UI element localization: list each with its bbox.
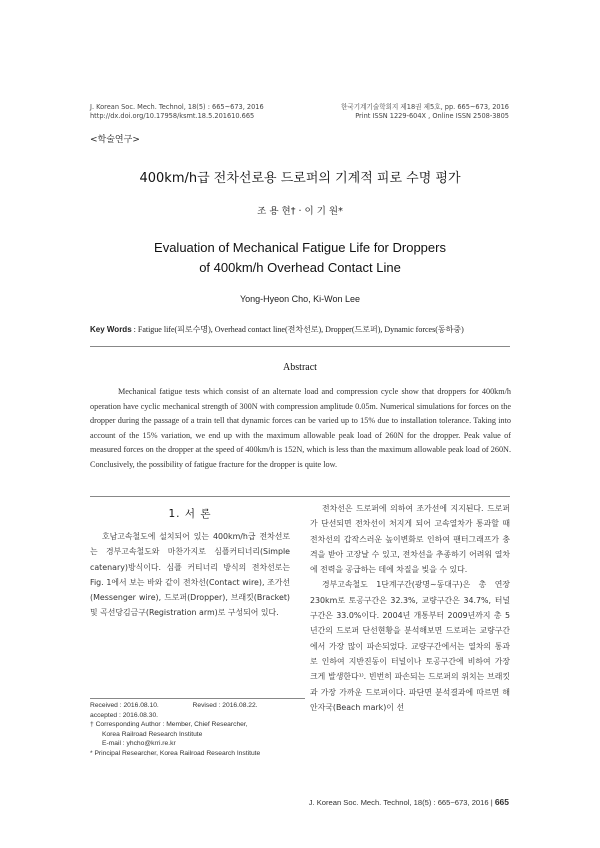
journal-citation: J. Korean Soc. Mech. Technol, 18(5) : 665~673, 2016	[90, 103, 264, 111]
footnotes	[90, 701, 305, 759]
abstract-heading: Abstract	[283, 362, 317, 373]
title-english	[0, 238, 600, 278]
principal-researcher: * Principal Researcher, Korea Railroad Research Institute	[90, 749, 261, 757]
keywords-label: Key Words	[90, 325, 132, 334]
authors-english: Yong-Hyeon Cho, Ki-Won Lee	[239, 294, 361, 304]
title-english-line-1: Evaluation of Mechanical Fatigue Life for Droppers	[154, 240, 446, 255]
intro-column-right	[310, 501, 510, 715]
intro-paragraph: 전차선은 드로퍼에 의하여 조가선에 지지된다. 드로퍼가 단선되면 전차선이 처지게 되어 고속열차가 통과할 때 전차선의 갑작스러운 높이변화로 인하여 팬터그래프가 충격을 받아 고장날 수 있고, 전차선을 추종하기 어려워 열차에 전력을 공급하는 데에 차질을 빚을 수 있다.	[310, 504, 510, 575]
footer-citation: J. Korean Soc. Mech. Technol, 18(5) : 665~673, 2016	[308, 798, 489, 807]
footer-separator: |	[490, 798, 495, 807]
page-footer	[309, 797, 509, 807]
authors-korean: 조 용 현† · 이 기 원*	[257, 206, 343, 217]
doi-link[interactable]: http://dx.doi.org/10.17958/ksmt.18.5.201610.665	[90, 111, 255, 120]
received-date: Received : 2016.08.10.	[90, 702, 159, 709]
journal-citation-korean: 한국기계기술학회지 제18권 제5호, pp. 665~673, 2016	[340, 103, 509, 111]
revised-date: Revised : 2016.08.22.	[192, 702, 258, 709]
page-number: 665	[494, 797, 509, 807]
corresponding-author: † Corresponding Author : Member, Chief Researcher,	[90, 721, 248, 729]
keywords-text: : Fatigue life(피로수명), Overhead contact line(전차선로), Dropper(드로퍼), Dynamic forces(동하중)	[131, 325, 464, 334]
journal-header-left	[90, 103, 264, 120]
journal-header-right	[341, 103, 509, 120]
divider-top	[90, 346, 510, 347]
article-category: <학술연구>	[90, 135, 140, 145]
accepted-date: accepted : 2016.08.30.	[90, 711, 159, 719]
issn-info: Print ISSN 1229-604X , Online ISSN 2508-3805	[355, 111, 509, 120]
intro-paragraph: 경부고속철도 1단계구간(광명~동대구)은 총 연장 230km로 토공구간은 32.3%, 교량구간은 34.7%, 터널구간은 33.0%이다. 2004년 개통부터 2009년까지 총 5년간의 드로퍼 단선현황을 분석해보면 드로퍼는 교량구간에서 가장 많이 파손되었다. 교량구간에서는 열차의 통과로 인하여 지반진동이 터널이나 토공구간에 비하여 가장 크게 발생한다¹⁾. 빈번히 파손되는 드로퍼의 위치는 브래킷과 가장 가까운 드로퍼이다. 파단면 분석결과에 따르면 해안자국(Beach mark)이 선	[310, 580, 510, 712]
divider-bottom	[90, 496, 510, 497]
footnote-divider	[90, 698, 305, 699]
corresponding-email[interactable]: E-mail : yhcho@krri.re.kr	[102, 740, 176, 748]
keywords	[90, 324, 464, 335]
title-korean: 400km/h급 전차선로용 드로퍼의 기계적 피로 수명 평가	[139, 171, 461, 186]
intro-paragraph: 호남고속철도에 설치되어 있는 400km/h급 전차선로는 경부고속철도와 마찬가지로 심플커티너리(Simple catenary)방식이다. 심플 커티너리 방식의 전차선로는 Fig. 1에서 보는 바와 같이 전차선(Contact wire), 조가선(Messenger wire), 드로퍼(Dropper), 브래킷(Bracket) 및 곡선당김금구(Registration arm)로 구성되어 있다.	[90, 532, 290, 618]
section-heading-introduction: 1. 서 론	[168, 508, 212, 520]
title-english-line-2: of 400km/h Overhead Contact Line	[199, 260, 401, 275]
abstract-body: Mechanical fatigue tests which consist of an alternate load and compression cycle show that droppers for 400km/h operation have cyclic mechanical strength of 300N with compression amplitude 0.05m. Numerical simulations for forces on the dropper during the passage of a train tell that dynamic forces can be varied up to 15% due to installation tolerance. Taking into account of the 15% variation, we end up with the maximum allowable peak load of 260N for the dropper. Peak value of measured forces on the dropper at the speed of 400km/h is 152N, which is less than the maximum allowable peak load of 260N. Conclusively, the possibility of fatigue fracture for the dropper is quite low.	[90, 387, 511, 469]
intro-column-left	[90, 529, 290, 621]
corresponding-affiliation: Korea Railroad Research Institute	[102, 730, 203, 738]
received-revised	[90, 701, 305, 711]
